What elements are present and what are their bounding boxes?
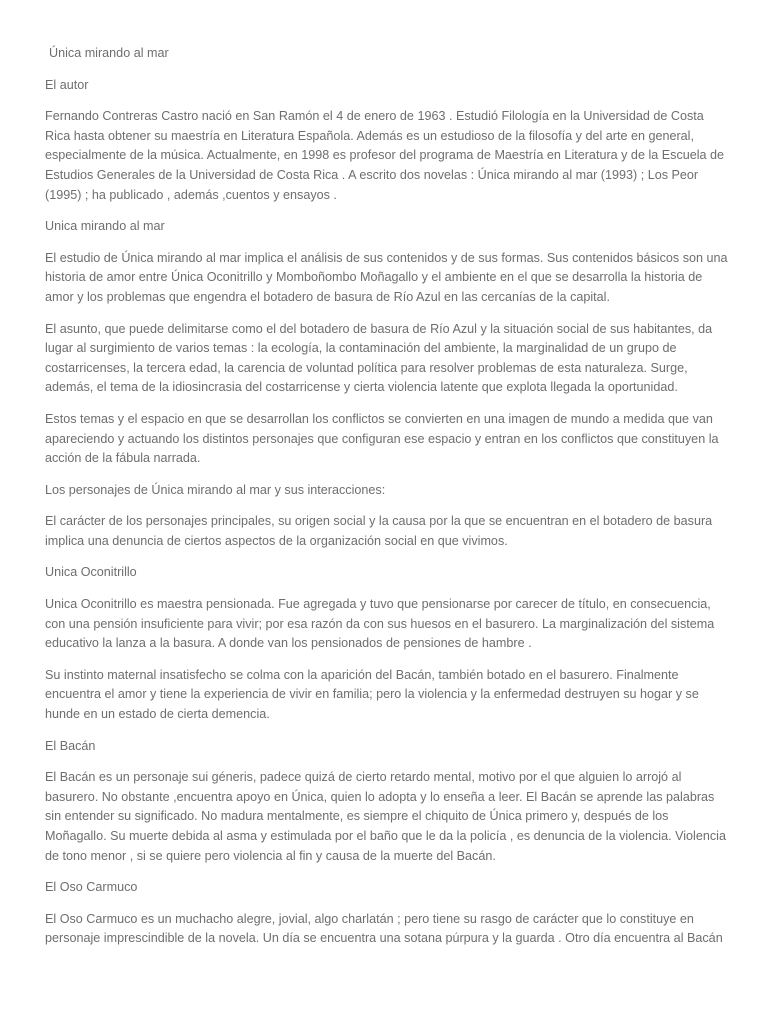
section-heading-oso-carmuco: El Oso Carmuco [45,880,138,895]
paragraph: Estos temas y el espacio en que se desarrollan los conflictos se convierten en una imagen de mundo a medida que van apareciendo y actuando los distintos personajes que configuran ese espacio y entran en los conflictos que constituyen la acción de la fábula narrada. [45,411,719,466]
section-heading-bacan: El Bacán [45,738,96,753]
document-title: Única mirando al mar [49,46,169,60]
section-heading-characters: Los personajes de Única mirando al mar y sus interacciones: [45,482,386,497]
paragraph: El Oso Carmuco es un muchacho alegre, jovial, algo charlatán ; pero tiene su rasgo de carácter que lo constituye en personaje imprescindible de la novela. Un día se encuentra una sotana púrpura y la guarda . Otro día encuentra al Bacán [45,911,723,946]
paragraph: El asunto, que puede delimitarse como el del botadero de basura de Río Azul y la situación social de sus habitantes, da lugar al surgimiento de varios temas : la ecología, la contaminación del ambiente, la marginalidad de un grupo de costarricenses, la tercera edad, la carencia de voluntad política para resolver problemas de esta naturaleza. Surge, además, el tema de la idiosincrasia del costarricense y cierta violencia latente que explota llegada la oportunidad. [45,321,713,395]
paragraph: El estudio de Única mirando al mar implica el análisis de sus contenidos y de sus formas. Sus contenidos básicos son una historia de amor entre Única Oconitrillo y Momboñombo Moñagallo y el ambiente en el que se desarrolla la historia de amor y los problemas que engendra el botadero de basura de Río Azul en las cercanías de la capital. [45,250,728,304]
paragraph: Fernando Contreras Castro nació en San Ramón el 4 de enero de 1963 . Estudió Filología en la Universidad de Costa Rica hasta obtener su maestría en Literatura Española. Además es un estudioso de la filosofía y del arte en general, especialmente de la música. Actualmente, en 1998 es profesor del programa de Maestría en Literatura y de la Escuela de Estudios Generales de la Universidad de Costa Rica . A escrito dos novelas : Única mirando al mar (1993) ; Los Peor (1995) ; ha publicado , además ,cuentos y ensayos . [45,109,725,202]
paragraph: Unica Oconitrillo es maestra pensionada. Fue agregada y tuvo que pensionarse por carecer de título, en consecuencia, con una pensión insuficiente para vivir; por esa razón da con sus huesos en el basurero. La marginalización del sistema educativo la lanza a la basura. A donde van los pensionados de pensiones de hambre . [45,597,715,651]
paragraph: Su instinto maternal insatisfecho se colma con la aparición del Bacán, también botado en el basurero. Finalmente encuentra el amor y tiene la experiencia de vivir en familia; pero la violencia y la enfermedad destruyen su hogar y se hunde en un estado de cierta demencia. [45,667,699,722]
section-heading-novel: Unica mirando al mar [45,219,165,234]
paragraph: El Bacán es un personaje sui géneris, padece quizá de cierto retardo mental, motivo por el que alguien lo arrojó al basurero. No obstante ,encuentra apoyo en Única, quien lo adopta y lo enseña a leer. El Bacán se aprende las palabras sin entender su significado. No madura mentalmente, es siempre el chiquito de Única primero y, después de los Moñagallo. Su muerte debida al asma y estimulada por el baño que le da la policía , es denuncia de la violencia. Violencia de tono menor , si se quiere pero violencia al fin y causa de la muerte del Bacán. [45,770,726,863]
section-heading-unica: Unica Oconitrillo [45,565,137,580]
document-page [45,44,729,961]
paragraph: El carácter de los personajes principales, su origen social y la causa por la que se encuentran en el botadero de basura implica una denuncia de ciertos aspectos de la organización social en que vivimos. [45,514,713,548]
section-heading-author: El autor [45,77,89,92]
